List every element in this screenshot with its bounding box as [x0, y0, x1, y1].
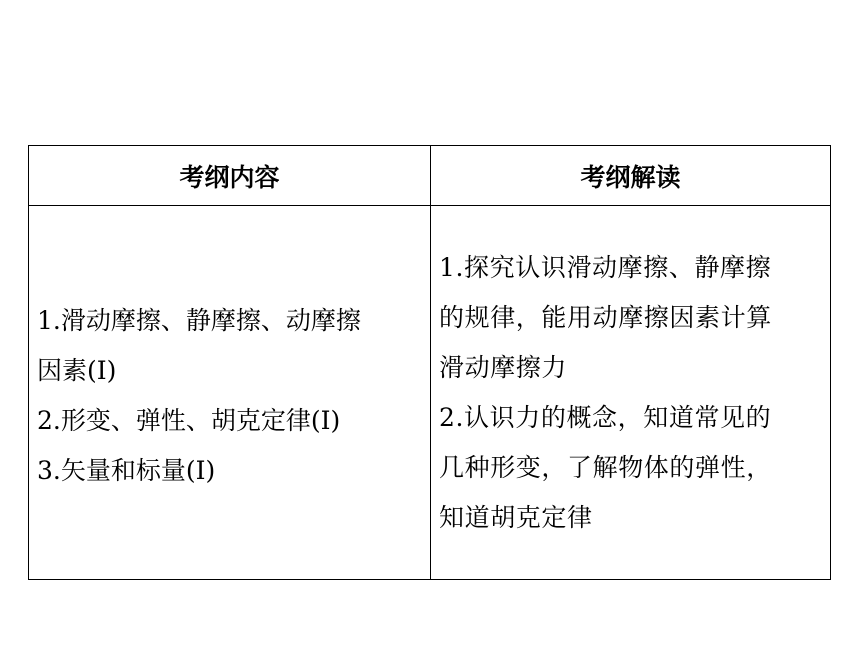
syllabus-interpretation-cell — [431, 206, 830, 579]
interpretation-line: 滑动摩擦力 — [439, 352, 568, 382]
interpretation-line: 知道胡克定律 — [439, 502, 593, 532]
syllabus-content-cell — [29, 206, 431, 579]
interpretation-line: 1.探究认识滑动摩擦、静摩擦 — [439, 252, 772, 282]
interpretation-line: 几种形变，了解物体的弹性， — [439, 452, 772, 482]
interpretation-line: 的规律，能用动摩擦因素计算 — [439, 302, 772, 332]
content-line: 1.滑动摩擦、静摩擦、动摩擦 — [37, 305, 361, 335]
content-line: 2.形变、弹性、胡克定律(Ⅰ) — [37, 405, 341, 435]
content-line: 3.矢量和标量(Ⅰ) — [37, 455, 216, 485]
syllabus-table — [28, 145, 831, 580]
header-syllabus-content: 考纲内容 — [29, 146, 431, 206]
header-syllabus-interpretation: 考纲解读 — [431, 146, 830, 206]
content-line: 因素(Ⅰ) — [37, 355, 117, 385]
interpretation-line: 2.认识力的概念，知道常见的 — [439, 402, 772, 432]
